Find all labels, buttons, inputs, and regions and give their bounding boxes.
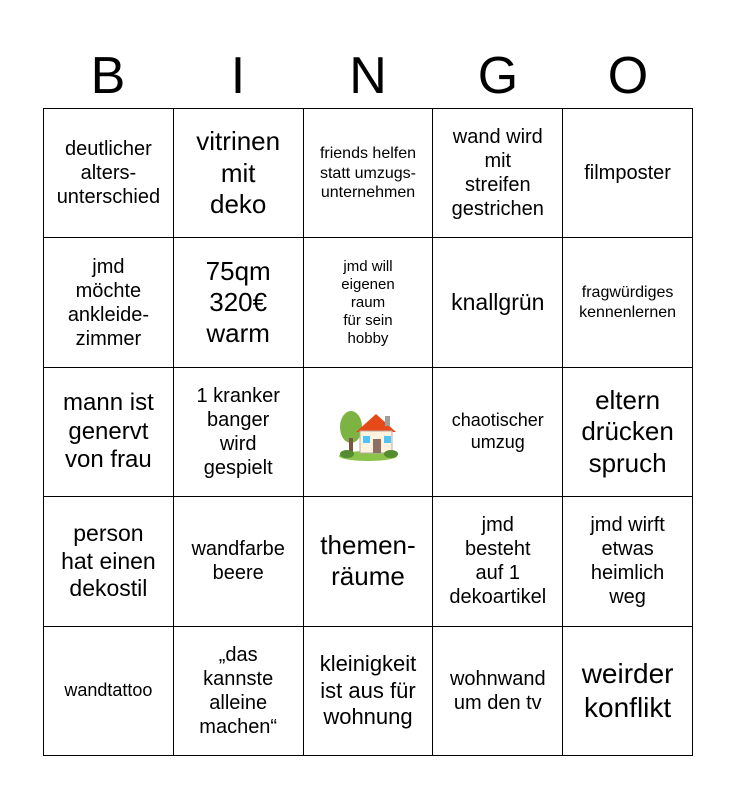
cell-text: jmd besteht auf 1 dekoartikel [449,514,547,609]
bingo-cell[interactable] [174,627,304,756]
cell-text: person hat einen dekostil [61,520,156,602]
cell-text: 1 kranker banger wird gespielt [196,384,280,479]
bingo-cell[interactable] [304,627,434,756]
header-letter-g: G [477,47,519,105]
header-letter-o: O [607,47,649,105]
bingo-cell[interactable] [433,109,563,238]
bingo-cell[interactable] [304,109,434,238]
bingo-cell[interactable] [304,238,434,367]
cell-text: 75qm 320€ warm [205,255,271,349]
cell-text: wand wird mit streifen gestrichen [451,126,544,221]
cell-text: friends helfen statt umzugs- unternehmen [319,145,417,201]
cell-text: „das kannste alleine machen“ [199,643,278,738]
bingo-cell[interactable] [563,497,693,626]
cell-text: knallgrün [451,288,545,315]
cell-text: themen- räume [320,530,416,592]
cell-text: chaotischer umzug [451,410,544,452]
cell-text: kleinigkeit ist aus für wohnung [319,651,417,729]
bingo-cell[interactable] [174,368,304,497]
bingo-cell[interactable] [44,368,174,497]
bingo-cell[interactable] [174,238,304,367]
bingo-cell[interactable] [563,368,693,497]
bingo-cell[interactable] [304,497,434,626]
bingo-cell[interactable] [433,368,563,497]
header-letter-b: B [90,47,126,105]
cell-text: eltern drücken spruch [581,385,674,478]
bingo-cell[interactable] [433,627,563,756]
cell-text: deutlicher alters- unterschied [56,138,161,209]
bingo-cell[interactable] [563,109,693,238]
cell-text: weirder konflikt [581,658,674,723]
bingo-cell[interactable] [433,238,563,367]
cell-text: vitrinen mit deko [196,126,281,219]
free-space-cell[interactable] [304,368,434,497]
cell-text: mann ist genervt von frau [63,388,154,474]
bingo-cell[interactable] [174,109,304,238]
cell-text: wandtattoo [64,679,153,700]
bingo-cell[interactable] [174,497,304,626]
bingo-header [43,48,693,104]
bingo-card [43,108,693,756]
bingo-cell[interactable] [563,627,693,756]
bingo-cell[interactable] [44,627,174,756]
cell-text: fragwürdiges kennenlernen [579,284,677,321]
cell-text: wohnwand um den tv [449,667,546,714]
cell-text: jmd wirft etwas heimlich weg [590,514,665,609]
cell-text: jmd will eigenen raum für sein hobby [341,257,395,347]
bingo-cell[interactable] [563,238,693,367]
bingo-cell[interactable] [44,238,174,367]
bingo-cell[interactable] [44,109,174,238]
bingo-cell[interactable] [44,497,174,626]
header-letter-i: I [230,47,246,105]
cell-text: jmd möchte ankleide- zimmer [67,255,149,350]
cell-text: wandfarbe beere [191,538,285,585]
header-letter-n: N [349,47,387,105]
bingo-cell[interactable] [433,497,563,626]
house-with-garden-icon [336,400,400,464]
cell-text: filmposter [584,162,671,185]
